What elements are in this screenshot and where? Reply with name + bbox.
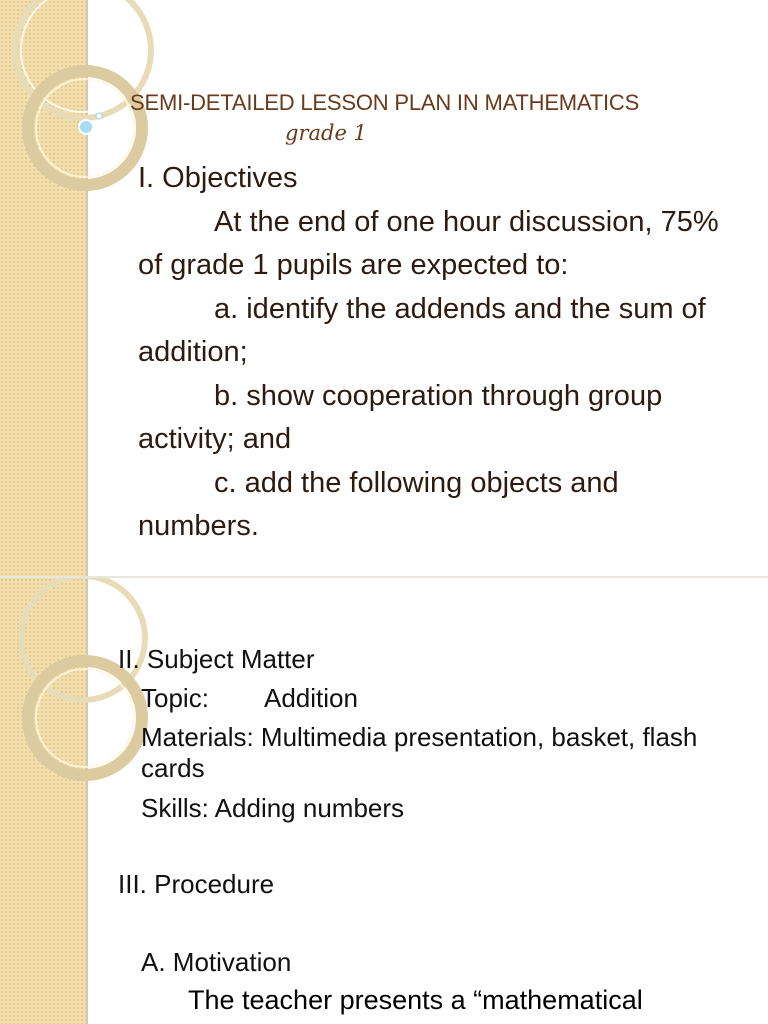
objectives-intro: At the end of one hour discussion, 75% of grade 1 pupils are expected to: xyxy=(138,205,719,281)
motivation-heading: A. Motivation xyxy=(141,947,292,977)
topic-label: Topic: xyxy=(141,683,209,713)
objective-c: c. add the following objects and numbers. xyxy=(138,466,619,542)
motivation-text: The teacher presents a “mathematical xyxy=(188,985,643,1015)
lesson-plan-title: SEMI-DETAILED LESSON PLAN IN MATHEMATICS xyxy=(130,90,640,115)
grade-subtitle: grade 1 xyxy=(285,121,367,145)
ring-inner xyxy=(28,661,142,775)
skills-line: Skills: Adding numbers xyxy=(141,793,405,823)
ring-inner-highlight xyxy=(36,669,134,767)
procedure-heading: III. Procedure xyxy=(118,869,275,899)
topic-value: Addition xyxy=(264,683,358,713)
bubble-small xyxy=(96,113,102,119)
subject-matter-heading: II. Subject Matter xyxy=(118,644,315,674)
materials-line: Materials: Multimedia presentation, basket, flash cards xyxy=(141,722,698,783)
objectives-section xyxy=(138,157,738,549)
objectives-heading: I. Objectives xyxy=(138,162,298,194)
bubble-large xyxy=(79,120,93,134)
objective-b: b. show cooperation through group activity; and xyxy=(138,379,663,455)
objective-a: a. identify the addends and the sum of addition; xyxy=(138,292,706,368)
